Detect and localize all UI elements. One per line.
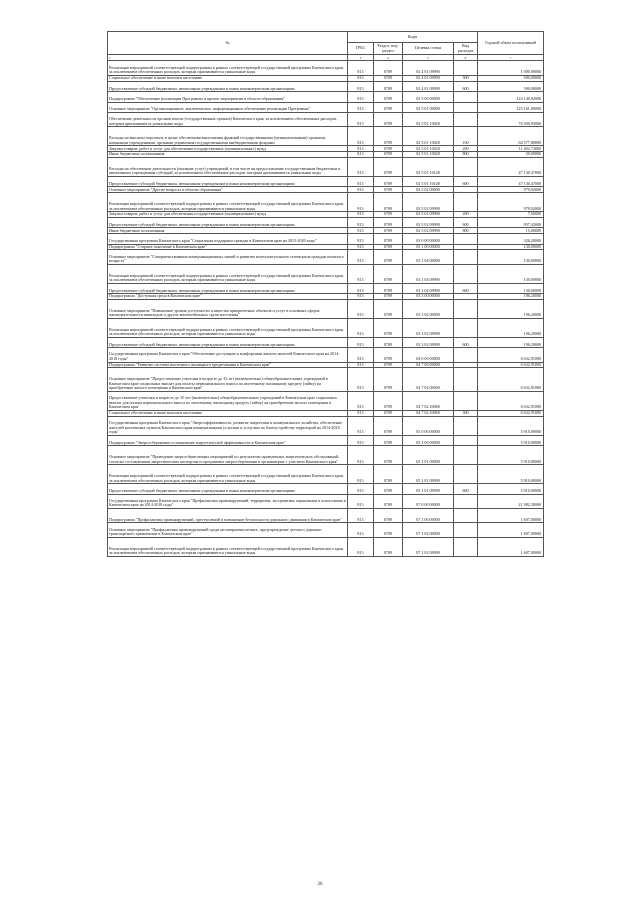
table-row — [108, 176, 544, 186]
table-row — [108, 435, 544, 445]
header-section: Раздел, под-раздел — [374, 43, 403, 55]
section-code: 0709 — [374, 465, 403, 484]
section-code: 0709 — [374, 250, 403, 264]
expense-name: Предоставление субсидий бюджетным, автономным учреждениям и иным некоммерческим организациям — [108, 337, 348, 347]
target-article-code: 02 5 02 09990 — [403, 193, 454, 212]
expense-type-code — [454, 392, 478, 411]
target-article-code: 02 4 01 09990 — [403, 61, 454, 76]
grbs-code: 813 — [348, 465, 374, 484]
annual-amount: 196,20000 — [478, 318, 544, 337]
expense-name: Подпрограмма "Профилактика правонарушений, преступлений и повышение безопасности дорожного движения в Камчатском крае" — [108, 509, 348, 523]
target-article-code: 03 3 02 09990 — [403, 337, 454, 347]
expense-type-code — [454, 112, 478, 126]
column-number: 7 — [478, 55, 544, 61]
annual-amount: 50,00000 — [478, 152, 544, 158]
expense-name: Подпрограмма "Обеспечение реализации Программы и прочие мероприятия в области образования" — [108, 92, 348, 102]
expense-type-code — [454, 537, 478, 556]
annual-amount: 130,00000 — [478, 250, 544, 264]
table-row — [108, 112, 544, 126]
expense-type-code: 300 — [454, 76, 478, 82]
section-code: 0709 — [374, 234, 403, 244]
grbs-code: 813 — [348, 212, 374, 218]
table-row — [108, 193, 544, 212]
target-article-code: 05 1 01 00000 — [403, 446, 454, 465]
table-row — [108, 102, 544, 112]
expense-name: Основное мероприятие "Другие вопросы в области образования" — [108, 187, 348, 193]
grbs-code: 813 — [348, 92, 374, 102]
grbs-code: 813 — [348, 193, 374, 212]
section-code: 0709 — [374, 337, 403, 347]
expense-name: Подпрограмма "Доступная среда в Камчатском крае" — [108, 294, 348, 300]
grbs-code: 813 — [348, 537, 374, 556]
expense-name: Предоставление субсидий бюджетным, автономным учреждениям и иным некоммерческим организациям — [108, 176, 348, 186]
grbs-code: 813 — [348, 264, 374, 283]
target-article-code: 04 7 02 20060 — [403, 392, 454, 411]
target-article-code: 07 1 02 09990 — [403, 537, 454, 556]
expense-name: Реализация мероприятий соответствующей подпрограммы в рамках соответствующей государственной программы Камчатского края, за исключением обеспеченных расходов, которым присваиваются уникальные коды — [108, 264, 348, 283]
target-article-code: 02 5 01 10140 — [403, 157, 454, 176]
annual-amount: 500,00000 — [478, 76, 544, 82]
section-code: 0709 — [374, 411, 403, 417]
expense-name: Расходы на выплаты персоналу в целях обеспечения выполнения функций государственными (муниципальными) органами, казенными учреждениями, органами управления государственными внебюджетными фондами — [108, 127, 348, 146]
grbs-code: 813 — [348, 217, 374, 227]
section-code: 0709 — [374, 264, 403, 283]
expense-name: Основное мероприятие "Профилактика правонарушений среди несовершеннолетних, предупреждение детского дорожно-транспортного травматизма в Камчатском крае" — [108, 523, 348, 537]
annual-amount: 5 910,00000 — [478, 484, 544, 494]
column-number: 5 — [403, 55, 454, 61]
expense-name: Реализация мероприятий соответствующей подпрограммы в рамках соответствующей государственной программы Камчатского края, за исключением обеспеченных расходов, которым присваиваются уникальные коды — [108, 61, 348, 76]
header-number: № — [108, 32, 348, 55]
table-row — [108, 484, 544, 494]
expense-name: Подпрограмма "Старшее поколение в Камчатском крае" — [108, 244, 348, 250]
section-code: 0709 — [374, 318, 403, 337]
table-row — [108, 127, 544, 146]
table-body — [108, 61, 544, 557]
expense-name: Основное мероприятие "Повышение уровня доступности и качества приоритетных объектов и услуг в основных сферах жизнедеятельности инвалидов и других маломобильных групп населения" — [108, 299, 348, 318]
table-row — [108, 250, 544, 264]
annual-amount: 123 161,00000 — [478, 102, 544, 112]
grbs-code: 813 — [348, 176, 374, 186]
table-row — [108, 446, 544, 465]
annual-amount: 196,20000 — [478, 337, 544, 347]
table-row — [108, 368, 544, 392]
expense-name: Реализация мероприятий соответствующей подпрограммы в рамках соответствующей государственной программы Камчатского края, за исключением обеспеченных расходов, которым присваиваются уникальные коды — [108, 537, 348, 556]
expense-name: Расходы на обеспечение деятельности (оказание услуг) учреждений, в том числе на предоставление государственным бюджетным и автономным учреждениям субсидий, за исключением обеспеченных расходов, которым присваиваются уникальные коды — [108, 157, 348, 176]
expense-type-code — [454, 157, 478, 176]
grbs-code: 813 — [348, 299, 374, 318]
target-article-code: 02 4 01 09990 — [403, 81, 454, 91]
section-code: 0709 — [374, 362, 403, 368]
table-row — [108, 217, 544, 227]
table-row — [108, 509, 544, 523]
annual-amount: 1 607,00000 — [478, 523, 544, 537]
section-code: 0709 — [374, 152, 403, 158]
section-code: 0709 — [374, 92, 403, 102]
table-row — [108, 61, 544, 76]
expense-name: Предоставление субсидий бюджетным, автономным учреждениям и иным некоммерческим организациям — [108, 81, 348, 91]
target-article-code: 02 5 01 10020 — [403, 127, 454, 146]
expense-type-code — [454, 435, 478, 445]
target-article-code: 03 3 00 00000 — [403, 294, 454, 300]
table-row — [108, 465, 544, 484]
column-number: 1 — [108, 55, 348, 61]
grbs-code: 813 — [348, 81, 374, 91]
section-code: 0709 — [374, 112, 403, 126]
target-article-code: 05 1 01 09990 — [403, 484, 454, 494]
expense-type-code — [454, 299, 478, 318]
annual-amount: 326,20000 — [478, 234, 544, 244]
annual-amount: 1 000,00000 — [478, 61, 544, 76]
section-code: 0709 — [374, 283, 403, 293]
section-code: 0709 — [374, 537, 403, 556]
expense-type-code — [454, 348, 478, 362]
expense-type-code: 100 — [454, 127, 478, 146]
annual-amount: 5 910,00000 — [478, 435, 544, 445]
grbs-code: 813 — [348, 368, 374, 392]
section-code: 0709 — [374, 244, 403, 250]
table-row — [108, 348, 544, 362]
expense-name: Основное мероприятие "Проведение энергосберегающих мероприятий по результатам проведенных энергетических обследований, согласно составленным энергетическим паспортам и программам энергосбережения в организациях с участием Камчатского края" — [108, 446, 348, 465]
target-article-code: 05 0 00 00000 — [403, 416, 454, 435]
expense-type-code — [454, 523, 478, 537]
table-row — [108, 337, 544, 347]
expense-type-code — [454, 368, 478, 392]
expense-name: Основное мероприятие "Совершенствование коммуникационных связей и развитие интеллектуального потенциала граждан пожилого возраста" — [108, 250, 348, 264]
expense-type-code — [454, 446, 478, 465]
annual-amount: 6 632,91000 — [478, 368, 544, 392]
expense-type-code — [454, 102, 478, 112]
expense-type-code — [454, 465, 478, 484]
grbs-code: 813 — [348, 411, 374, 417]
section-code: 0709 — [374, 299, 403, 318]
annual-amount: 979,92000 — [478, 187, 544, 193]
section-code: 0709 — [374, 76, 403, 82]
annual-amount: 5 910,00000 — [478, 465, 544, 484]
grbs-code: 813 — [348, 283, 374, 293]
expense-type-code — [454, 264, 478, 283]
annual-amount: 130,00000 — [478, 264, 544, 283]
table-row — [108, 537, 544, 556]
section-code: 0709 — [374, 368, 403, 392]
expense-name: Предоставление субсидий бюджетным, автономным учреждениям и иным некоммерческим организациям — [108, 217, 348, 227]
section-code: 0709 — [374, 392, 403, 411]
annual-amount: 979,92000 — [478, 193, 544, 212]
target-article-code: 04 7 02 20060 — [403, 411, 454, 417]
expense-type-code: 200 — [454, 212, 478, 218]
section-code: 0709 — [374, 102, 403, 112]
section-code: 0709 — [374, 61, 403, 76]
grbs-code: 813 — [348, 187, 374, 193]
expense-name: Закупка товаров, работ и услуг для обеспечения государственных (муниципальных) нужд — [108, 212, 348, 218]
grbs-code: 813 — [348, 146, 374, 152]
grbs-code: 813 — [348, 127, 374, 146]
annual-amount: 6 632,91000 — [478, 362, 544, 368]
section-code: 0709 — [374, 193, 403, 212]
section-code: 0709 — [374, 494, 403, 508]
target-article-code: 03 0 00 00000 — [403, 234, 454, 244]
grbs-code: 813 — [348, 294, 374, 300]
expense-name: Обеспечение деятельности органов власти (государственных органов) Камчатского края, за исключением обеспеченных расходов, которым присваиваются уникальные коды — [108, 112, 348, 126]
expense-type-code: 600 — [454, 217, 478, 227]
grbs-code: 813 — [348, 416, 374, 435]
section-code: 0709 — [374, 523, 403, 537]
expense-type-code: 600 — [454, 337, 478, 347]
target-article-code: 03 3 02 00000 — [403, 299, 454, 318]
expense-name: Государственная программа Камчатского края "Энергоэффективность, развитие энергетики и коммунального хозяйства, обеспечение жителей населенных пунктов Камчатского края коммунальными услугами и услугами по благоустройству территорий на 2014-2018 годы" — [108, 416, 348, 435]
expense-name: Основное мероприятие "Организационное, аналитическое, информационное обеспечение реализации Программы" — [108, 102, 348, 112]
expense-name: Основное мероприятие "Предоставление учителям в возрасте до 35 лет (включительно) общеобразовательных учреждений в Камчатском крае социальных выплат для оплаты первоначального взноса по ипотечному жилищному кредиту (займу) на приобретение жилого помещения в Камчатском крае" — [108, 368, 348, 392]
grbs-code: 813 — [348, 234, 374, 244]
header-grbs: ГРБС — [348, 43, 374, 55]
section-code: 0709 — [374, 416, 403, 435]
grbs-code: 813 — [348, 337, 374, 347]
annual-amount: 47 130,47000 — [478, 176, 544, 186]
table-row — [108, 81, 544, 91]
table-row — [108, 318, 544, 337]
target-article-code: 03 3 02 09990 — [403, 318, 454, 337]
section-code: 0709 — [374, 435, 403, 445]
expense-type-code — [454, 61, 478, 76]
target-article-code: 02 4 01 09990 — [403, 76, 454, 82]
annual-amount: 6 632,91000 — [478, 348, 544, 362]
expense-type-code — [454, 416, 478, 435]
table-row — [108, 392, 544, 411]
grbs-code: 813 — [348, 157, 374, 176]
annual-amount: 6 632,91000 — [478, 411, 544, 417]
grbs-code: 813 — [348, 76, 374, 82]
section-code: 0709 — [374, 446, 403, 465]
expense-name: Социальное обеспечение и иные выплаты населению — [108, 411, 348, 417]
column-number: 6 — [454, 55, 478, 61]
expense-type-code: 600 — [454, 81, 478, 91]
column-number: 3 — [348, 55, 374, 61]
expense-name: Государственная программа Камчатского края "Обеспечение доступным и комфортным жильем жителей Камчатского края на 2014-2018 годы" — [108, 348, 348, 362]
grbs-code: 813 — [348, 102, 374, 112]
expense-type-code: 800 — [454, 228, 478, 234]
annual-amount: 130,00000 — [478, 283, 544, 293]
annual-amount: 6 632,91000 — [478, 392, 544, 411]
grbs-code: 813 — [348, 61, 374, 76]
annual-amount: 1 607,00000 — [478, 537, 544, 556]
section-code: 0709 — [374, 228, 403, 234]
target-article-code: 03 1 04 09990 — [403, 264, 454, 283]
expense-name: Реализация мероприятий соответствующей подпрограммы в рамках соответствующей государственной программы Камчатского края, за исключением обеспеченных расходов, которым присваиваются уникальные коды — [108, 318, 348, 337]
section-code: 0709 — [374, 146, 403, 152]
grbs-code: 813 — [348, 435, 374, 445]
grbs-code: 813 — [348, 228, 374, 234]
section-code: 0709 — [374, 294, 403, 300]
annual-amount: 21 982,30000 — [478, 494, 544, 508]
grbs-code: 813 — [348, 318, 374, 337]
target-article-code: 04 7 00 00000 — [403, 362, 454, 368]
table-row — [108, 234, 544, 244]
grbs-code: 813 — [348, 112, 374, 126]
annual-amount: 196,20000 — [478, 294, 544, 300]
expense-name: Предоставление субсидий бюджетным, автономным учреждениям и иным некоммерческим организациям — [108, 484, 348, 494]
target-article-code: 02 5 01 10140 — [403, 176, 454, 186]
section-code: 0709 — [374, 187, 403, 193]
target-article-code: 07 0 00 00000 — [403, 494, 454, 508]
target-article-code: 02 5 01 10020 — [403, 112, 454, 126]
annual-amount: 76 030,93000 — [478, 112, 544, 126]
section-code: 0709 — [374, 212, 403, 218]
expense-type-code — [454, 509, 478, 523]
table-row — [108, 523, 544, 537]
expense-name: Государственная программа Камчатского края "Социальная поддержка граждан в Камчатском крае на 2015-2020 годы" — [108, 234, 348, 244]
section-code: 0709 — [374, 484, 403, 494]
expense-type-code: 800 — [454, 152, 478, 158]
expense-type-code — [454, 250, 478, 264]
target-article-code: 05 1 01 09990 — [403, 465, 454, 484]
grbs-code: 813 — [348, 484, 374, 494]
grbs-code: 813 — [348, 348, 374, 362]
grbs-code: 813 — [348, 250, 374, 264]
expense-name: Социальное обеспечение и иные выплаты населению — [108, 76, 348, 82]
expense-type-code: 300 — [454, 411, 478, 417]
annual-amount: 124 140,92000 — [478, 92, 544, 102]
expense-name: Закупка товаров, работ и услуг для обеспечения государственных (муниципальных) нужд — [108, 146, 348, 152]
expense-type-code: 600 — [454, 283, 478, 293]
table-row — [108, 92, 544, 102]
expense-type-code: 600 — [454, 176, 478, 186]
expense-type-code: 200 — [454, 146, 478, 152]
target-article-code: 03 1 04 09990 — [403, 283, 454, 293]
annual-amount: 15,00000 — [478, 228, 544, 234]
expense-name: Реализация мероприятий соответствующей подпрограммы в рамках соответствующей государственной программы Камчатского края, за исключением обеспеченных расходов, которым присваиваются уникальные коды — [108, 465, 348, 484]
annual-amount: 957,42000 — [478, 217, 544, 227]
target-article-code: 02 5 02 00000 — [403, 187, 454, 193]
expense-name: Государственная программа Камчатского края "Профилактика правонарушений, терроризма, экстремизма, наркомании и алкоголизма в Камчатском крае на 2014-2018 годы" — [108, 494, 348, 508]
section-code: 0709 — [374, 217, 403, 227]
table-row — [108, 157, 544, 176]
annual-amount: 5 910,00000 — [478, 446, 544, 465]
section-code: 0709 — [374, 509, 403, 523]
expense-name: Предоставление учителям в возрасте до 35 лет (включительно) общеобразовательных учреждений в Камчатском крае социальных выплат для оплаты первоначального взноса по ипотечному жилищному кредиту (займу) на приобретение жилого помещения в Камчатском крае — [108, 392, 348, 411]
table-row — [108, 416, 544, 435]
expense-name: Реализация мероприятий соответствующей подпрограммы в рамках соответствующей государственной программы Камчатского края, за исключением обеспеченных расходов, которым присваиваются уникальные коды — [108, 193, 348, 212]
target-article-code: 02 5 02 09990 — [403, 217, 454, 227]
grbs-code: 813 — [348, 494, 374, 508]
target-article-code: 07 1 02 00000 — [403, 523, 454, 537]
section-code: 0709 — [374, 81, 403, 91]
target-article-code: 07 1 00 00000 — [403, 509, 454, 523]
grbs-code: 813 — [348, 392, 374, 411]
grbs-code: 813 — [348, 362, 374, 368]
annual-amount: 47 130,47000 — [478, 157, 544, 176]
target-article-code: 03 1 04 00000 — [403, 250, 454, 264]
target-article-code: 02 5 02 09990 — [403, 228, 454, 234]
table-row — [108, 299, 544, 318]
page-number: 26 — [317, 882, 323, 887]
target-article-code: 02 5 01 00000 — [403, 102, 454, 112]
header-target-article: Целевая статья — [403, 43, 454, 55]
target-article-code: 04 7 02 00000 — [403, 368, 454, 392]
expense-name: Подпрограмма "Энергосбережение и повышение энергетической эффективности в Камчатском крае" — [108, 435, 348, 445]
grbs-code: 813 — [348, 152, 374, 158]
table-row — [108, 264, 544, 283]
header-annual-volume: Годовой объем ассигнований — [478, 32, 544, 55]
target-article-code: 03 1 00 00000 — [403, 244, 454, 250]
grbs-code: 813 — [348, 446, 374, 465]
section-code: 0709 — [374, 127, 403, 146]
target-article-code: 02 5 01 10020 — [403, 146, 454, 152]
section-code: 0709 — [374, 348, 403, 362]
section-code: 0709 — [374, 157, 403, 176]
grbs-code: 813 — [348, 523, 374, 537]
header-codes: Коды — [348, 32, 478, 43]
grbs-code: 813 — [348, 509, 374, 523]
section-code: 0709 — [374, 176, 403, 186]
target-article-code: 05 1 00 00000 — [403, 435, 454, 445]
expense-name: Иные бюджетные ассигнования — [108, 228, 348, 234]
annual-amount: 7,50000 — [478, 212, 544, 218]
target-article-code: 02 5 02 09990 — [403, 212, 454, 218]
annual-amount: 130,00000 — [478, 244, 544, 250]
expense-type-code — [454, 193, 478, 212]
target-article-code: 02 5 01 10020 — [403, 152, 454, 158]
expense-name: Подпрограмма "Развитие системы ипотечного жилищного кредитования в Камчатском крае" — [108, 362, 348, 368]
target-article-code: 04 0 00 00000 — [403, 348, 454, 362]
annual-amount: 196,20000 — [478, 299, 544, 318]
expense-type-code — [454, 92, 478, 102]
expense-name: Предоставление субсидий бюджетным, автономным учреждениям и иным некоммерческим организациям — [108, 283, 348, 293]
annual-amount: 500,00000 — [478, 81, 544, 91]
target-article-code: 02 5 00 00000 — [403, 92, 454, 102]
annual-amount: 5 910,00000 — [478, 416, 544, 435]
expense-type-code — [454, 318, 478, 337]
table-row — [108, 283, 544, 293]
expense-type-code — [454, 494, 478, 508]
budget-allocation-table — [107, 31, 544, 557]
table-row — [108, 494, 544, 508]
annual-amount: 64 577,80000 — [478, 127, 544, 146]
header-expense-type: Вид расходов — [454, 43, 478, 55]
column-number: 4 — [374, 55, 403, 61]
annual-amount: 1 607,00000 — [478, 509, 544, 523]
grbs-code: 813 — [348, 244, 374, 250]
expense-name: Иные бюджетные ассигнования — [108, 152, 348, 158]
table-header — [108, 32, 544, 61]
expense-type-code — [454, 234, 478, 244]
expense-type-code: 600 — [454, 484, 478, 494]
annual-amount: 11 402,73000 — [478, 146, 544, 152]
